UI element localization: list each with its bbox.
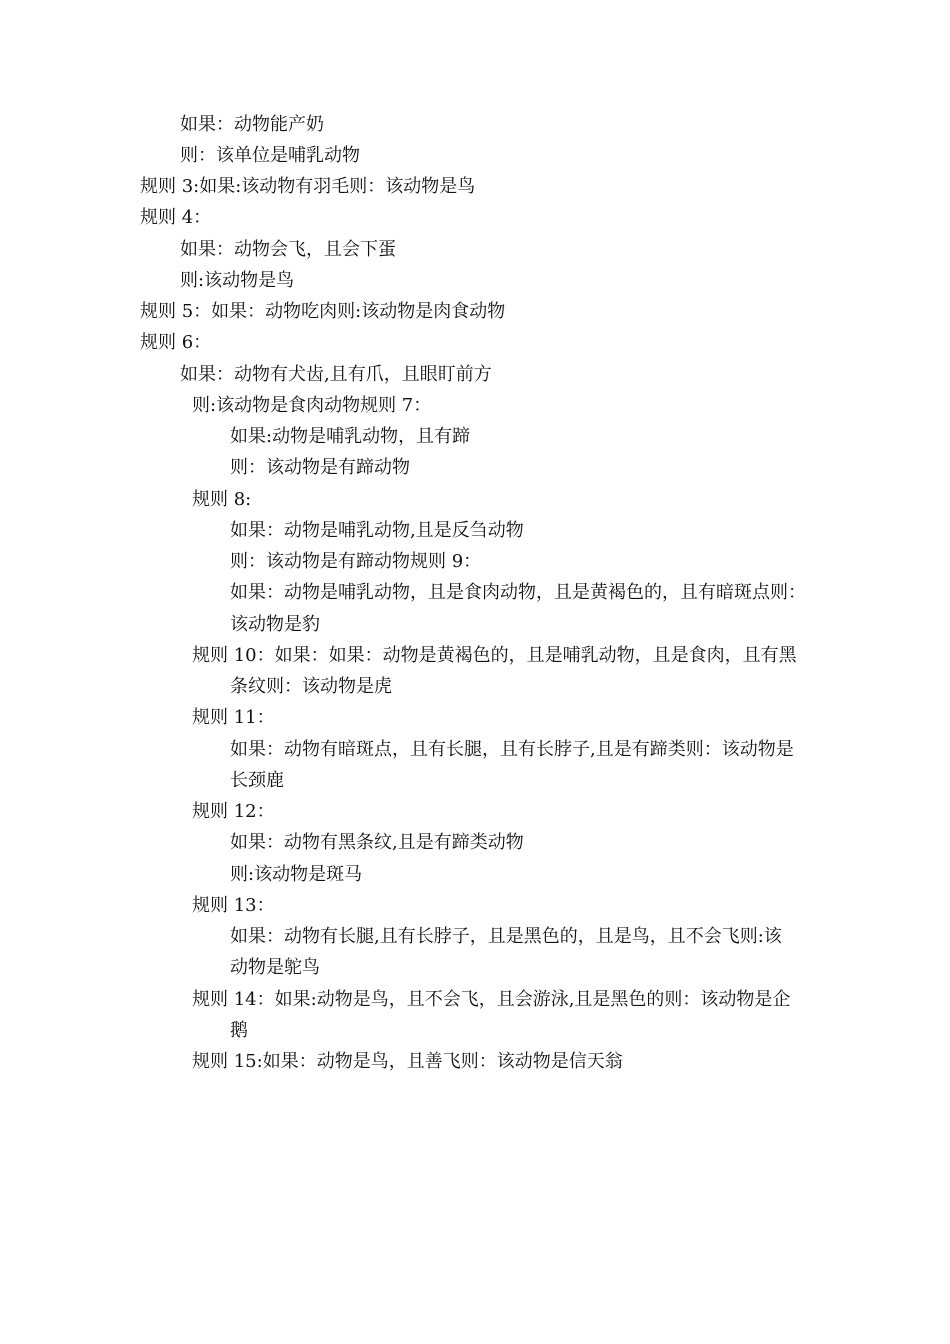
text-line: 如果:动物是哺乳动物，且有蹄 — [230, 426, 471, 447]
text-line: 如果：动物是哺乳动物,且是反刍动物 — [230, 520, 524, 541]
text-line: 规则 15:如果：动物是鸟，且善飞则：该动物是信天翁 — [192, 1051, 623, 1072]
text-line: 规则 13： — [192, 895, 275, 916]
text-line: 规则 8: — [192, 489, 252, 510]
text-line: 如果：动物有黑条纹,且是有蹄类动物 — [230, 832, 524, 853]
text-line: 如果：动物是哺乳动物，且是食肉动物，且是黄褐色的，且有暗斑点则： — [230, 582, 806, 603]
text-line: 条纹则：该动物是虎 — [230, 676, 392, 697]
text-line: 则：该动物是有蹄动物 — [230, 457, 410, 478]
text-line: 如果：动物会飞，且会下蛋 — [180, 239, 396, 260]
text-line: 动物是鸵鸟 — [230, 957, 320, 978]
text-line: 如果：动物有犬齿,且有爪，且眼盯前方 — [180, 364, 492, 385]
text-line: 规则 14：如果:动物是鸟，且不会飞，且会游泳,且是黑色的则：该动物是企 — [192, 989, 791, 1010]
text-line: 鹅 — [230, 1020, 248, 1041]
text-line: 则:该动物是食肉动物规则 7： — [192, 395, 432, 416]
text-line: 规则 4： — [140, 207, 212, 228]
text-line: 该动物是豹 — [230, 614, 320, 635]
text-line: 规则 6： — [140, 332, 212, 353]
text-line: 则:该动物是斑马 — [230, 864, 363, 885]
text-line: 规则 12： — [192, 801, 275, 822]
text-line: 则：该单位是哺乳动物 — [180, 145, 360, 166]
text-line: 规则 5：如果：动物吃肉则:该动物是肉食动物 — [140, 301, 506, 322]
text-line: 如果：动物有暗斑点，且有长腿，且有长脖子,且是有蹄类则：该动物是 — [230, 739, 794, 760]
text-line: 则：该动物是有蹄动物规则 9： — [230, 551, 482, 572]
text-line: 如果：动物能产奶 — [180, 114, 324, 135]
text-line: 长颈鹿 — [230, 770, 284, 791]
text-line: 规则 3:如果:该动物有羽毛则：该动物是鸟 — [140, 176, 476, 197]
text-line: 如果：动物有长腿,且有长脖子，且是黑色的，且是鸟，且不会飞则:该 — [230, 926, 782, 947]
text-line: 规则 11： — [192, 707, 275, 728]
text-line: 则:该动物是鸟 — [180, 270, 295, 291]
text-line: 规则 10：如果：如果：动物是黄褐色的，且是哺乳动物，且是食肉，且有黑 — [192, 645, 797, 666]
